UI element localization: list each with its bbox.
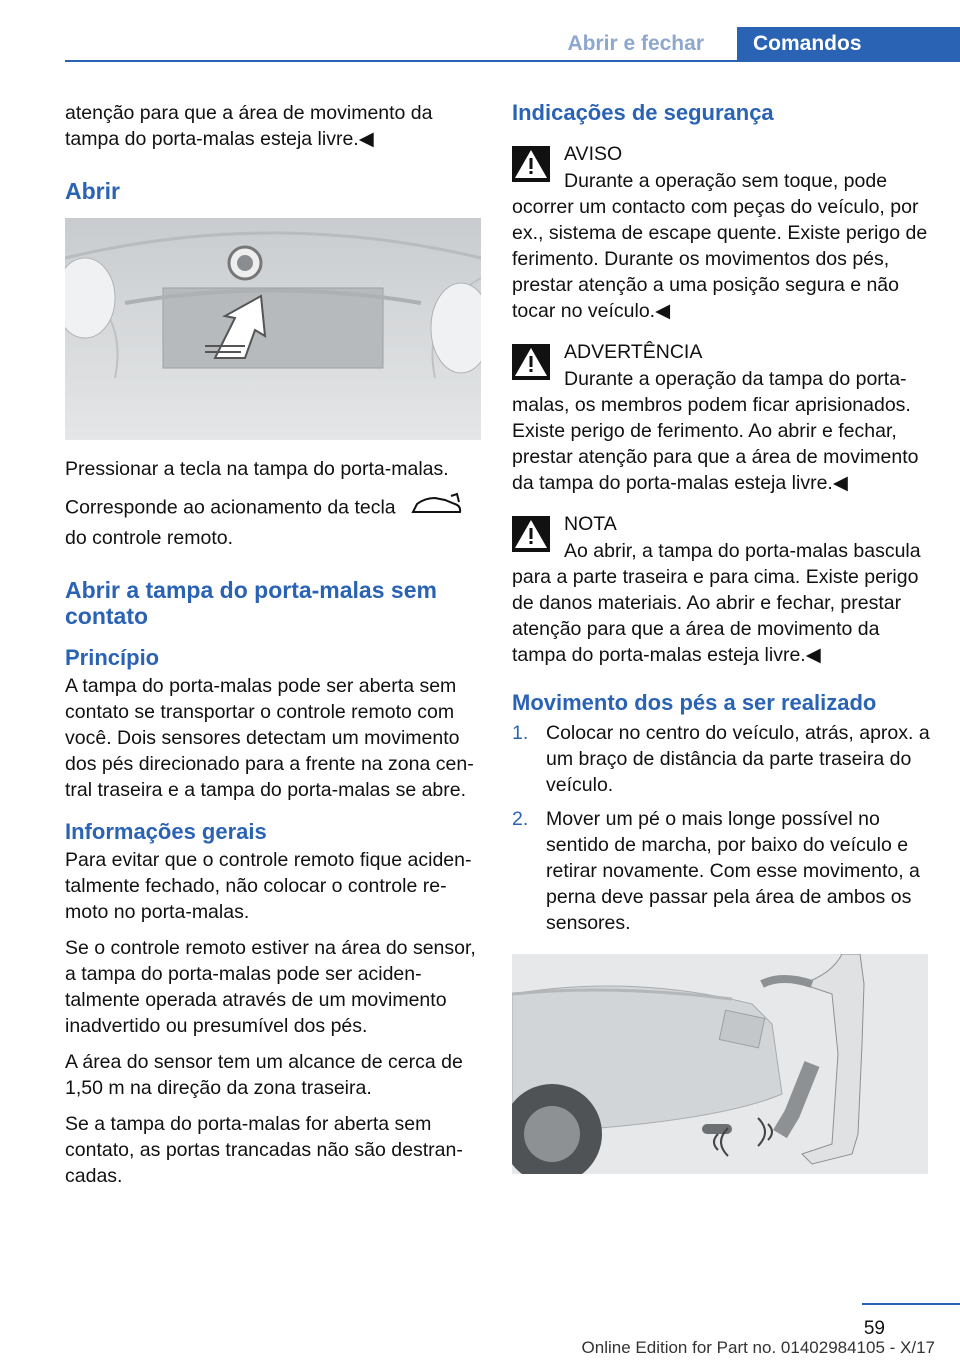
paragraph-remote-key [65,492,483,551]
warning-triangle-icon [512,146,550,182]
paragraph-press-button: Pressionar a tecla na tampa do porta-malas. [65,458,449,480]
warning-advertencia [512,338,930,496]
footer-rule [862,1303,960,1305]
warning-aviso [512,140,930,324]
header-rule [65,60,960,62]
warning-title: ADVERTÊNCIA [564,341,703,363]
paragraph-info-3: A área do sensor tem um alcance de cerca de 1,50 m na direção da zona traseira. [65,1051,463,1099]
list-item [512,720,930,798]
foot-movement-illustration [512,954,928,1174]
warning-triangle-icon [512,344,550,380]
remote-key-text-a: Corresponde ao acionamento da tecla [65,496,396,519]
warning-text: Durante a operação sem toque, pode ocorrer um contacto com peças do veículo, por ex., sistema de escape quente. Existe perigo de ferimento. Durante os movimentos dos pés, prestar atenção a uma posição segura e não tocar no veículo.◀ [512,170,928,322]
warning-triangle-icon [512,516,550,552]
heading-abrir-sem-contato: Abrir a tampa do porta-malas sem contato [65,577,437,629]
list-item [512,806,930,936]
intro-text: atenção para que a área de movimento da tampa do porta-malas esteja livre.◀ [65,102,433,150]
trunk-button-illustration [65,218,481,440]
warning-text: Durante a operação da tampa do porta-malas, os membros podem ficar aprisionados. Existe perigo de ferimento. Ao abrir e fechar, prestar atenção para que a área de movimento da tampa do porta-malas esteja livre.◀ [512,368,919,494]
left-column [65,100,483,1199]
paragraph-principio: A tampa do porta-malas pode ser aberta sem contato se transportar o controle remoto com você. Dois sensores detectam um movimento dos pés direcionado para a frente na zona central traseira e a tampa do porta-malas se abre. [65,675,474,801]
page-header [0,0,960,62]
right-column [512,100,930,1190]
paragraph-info-2: Se o controle remoto estiver na área do sensor, a tampa do porta-malas pode ser acidentalmente operada através de um movimento inadvertido ou presumível dos pés. [65,937,476,1037]
step-number: 1. [512,722,529,744]
header-chapter-tab: Comandos [737,27,960,62]
step-text: Colocar no centro do veículo, atrás, aprox. a um braço de distância da parte traseira do veículo. [546,722,930,796]
steps-list [512,720,930,936]
heading-abrir: Abrir [65,178,120,204]
footer-edition: Online Edition for Part no. 01402984105 - X/17 [581,1338,935,1357]
heading-informacoes-gerais: Informações gerais [65,819,267,844]
heading-movimento-pes: Movimento dos pés a ser realizado [512,690,877,715]
remote-key-text-b: do controle remoto. [65,527,234,549]
warning-nota [512,510,930,668]
warning-title: AVISO [564,143,623,165]
paragraph-info-1: Para evitar que o controle remoto fique acidentalmente fechado, não colocar o controle remoto no porta-malas. [65,849,472,923]
paragraph-info-4: Se a tampa do porta-malas for aberta sem contato, as portas trancadas não são destrancadas. [65,1113,463,1187]
header-section-title: Abrir e fechar [567,32,704,55]
step-text: Mover um pé o mais longe possível no sentido de marcha, por baixo do veículo e retirar novamente. Com esse movimento, a perna deve passar pela área de ambos os sensores. [546,808,920,934]
warning-text: Ao abrir, a tampa do porta-malas bascula para a parte traseira e para cima. Existe perigo de danos materiais. Ao abrir e fechar, prestar atenção para que a área de movimento da tampa do porta-malas esteja livre.◀ [512,540,921,666]
warning-title: NOTA [564,513,617,535]
heading-principio: Princípio [65,645,160,670]
step-number: 2. [512,808,529,830]
page-number: 59 [863,1318,885,1339]
car-tailgate-icon [411,492,463,525]
heading-seguranca: Indicações de segurança [512,100,774,125]
